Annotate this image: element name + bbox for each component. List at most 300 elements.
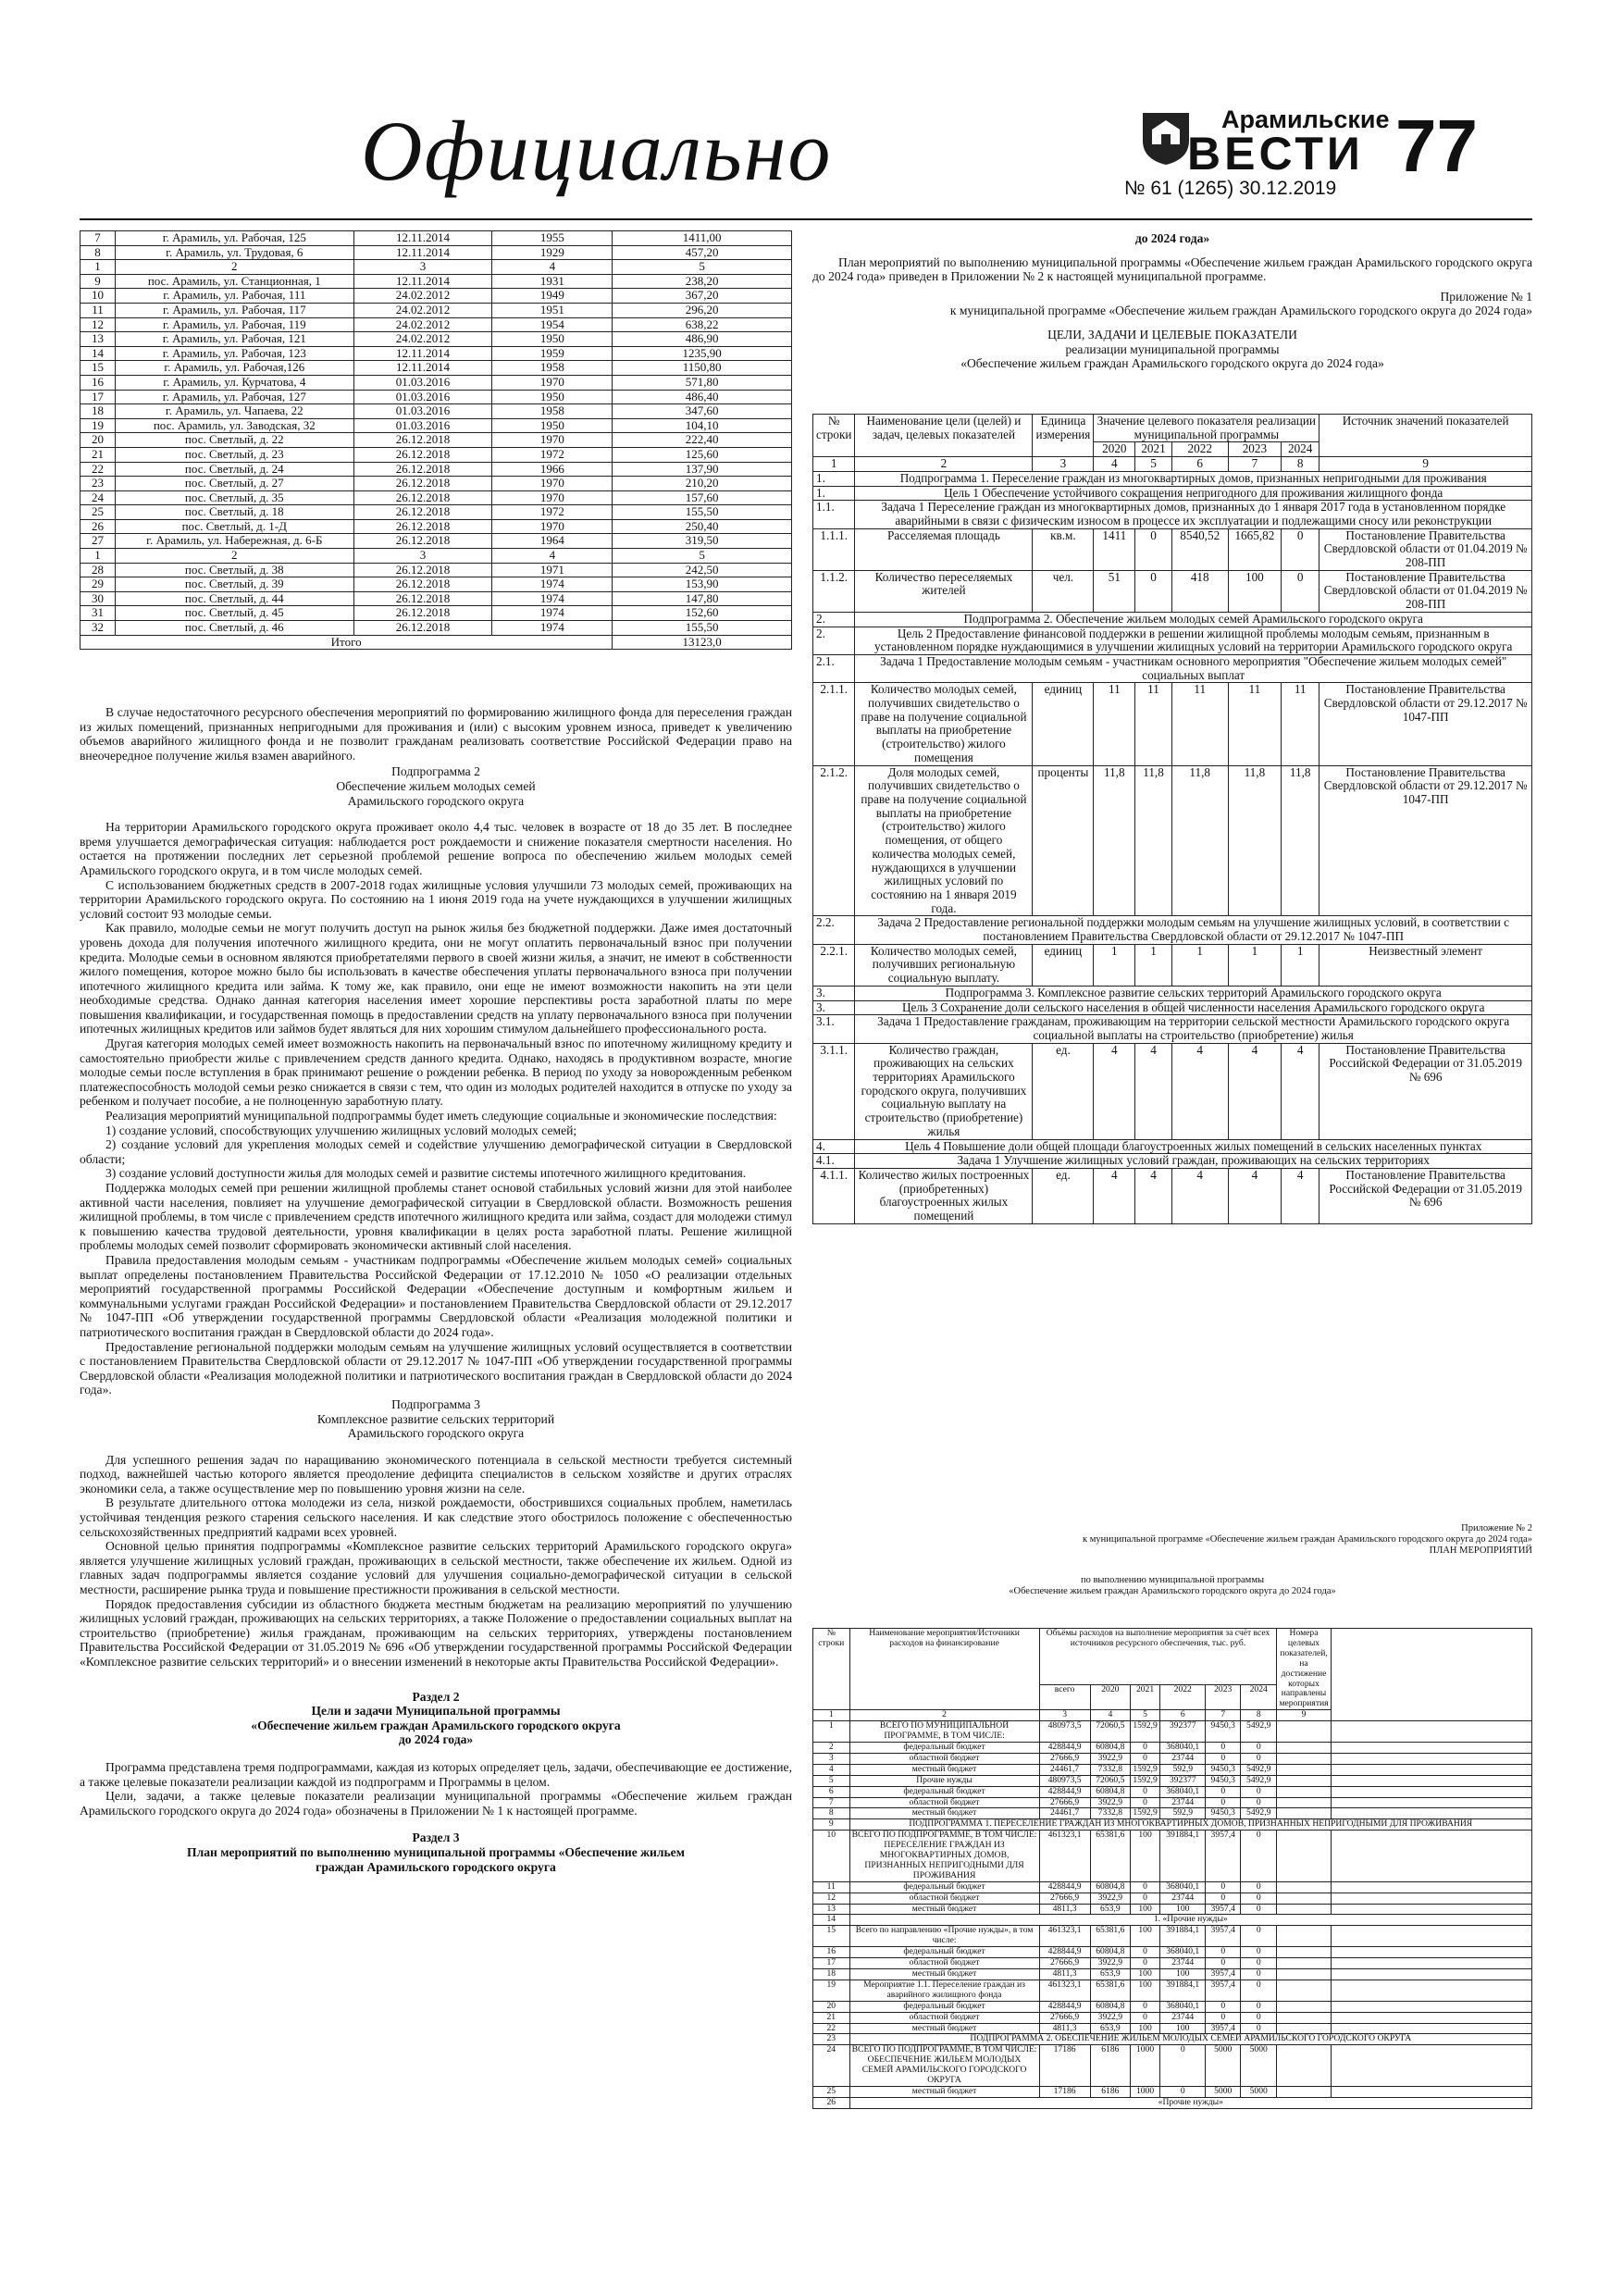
table-cell: 3957,4	[1206, 1926, 1241, 1947]
table-cell: 17186	[1039, 2045, 1090, 2087]
table-cell: 5492,9	[1241, 1808, 1277, 1819]
table-cell: 60804,8	[1090, 1947, 1130, 1958]
section-row	[813, 2034, 1532, 2045]
table-cell: г. Арамиль, ул. Чапаева, 22	[115, 404, 353, 419]
table-cell: Неизвестный элемент	[1319, 944, 1532, 986]
table-cell: пос. Светлый, д. 23	[115, 447, 353, 462]
empty-cell	[1331, 1629, 1531, 1721]
table-cell: 26.12.2018	[353, 591, 492, 606]
column-number: 9	[1319, 457, 1532, 472]
table-cell: 11,8	[1282, 765, 1319, 916]
table-cell: 23	[81, 477, 116, 491]
table-cell: 1411	[1094, 528, 1135, 570]
table-cell: 0	[1160, 2045, 1206, 2087]
header-row	[813, 415, 1532, 442]
table-cell: 01.03.2016	[353, 375, 492, 390]
table-cell: 4	[1282, 1168, 1319, 1223]
table-cell: 2.	[813, 612, 855, 627]
table-cell: г. Арамиль, ул. Набережная, д. 6-Б	[115, 534, 353, 549]
table-cell: 0	[1131, 1893, 1160, 1904]
table-cell: 0	[1241, 1881, 1277, 1893]
table-cell: Постановление Правительства Российской Федерации от 31.05.2019 № 696	[1319, 1043, 1532, 1139]
table-cell: 100	[1160, 1904, 1206, 1915]
table-cell: 210,20	[613, 477, 792, 491]
table-cell: Задача 1 Переселение граждан из многоквартирных домов, признанных до 1 января 2017 года в установленном порядке аварийными в связи с физическим износом в процессе их эксплуатации и подлежащими сносу или реконструкции	[855, 501, 1532, 528]
empty-cell	[1331, 1721, 1531, 1743]
paragraph: Другая категория молодых семей имеет возможность накопить на первоначальный взнос по ипотечному жилищному кредиту и самостоятельно приобрести жилье с привлечением средств данного кредита. Однако, находясь в продуктивном возрасте, многие молодые семьи после вступления в брак принимают решение о рождении ребенка. В период по уходу за новорожденным ребенком платежеспособность молодой семьи резко снижается в связи с тем, что один из молодых родителей находится в отпуске по уходу за ребенком и получает пособие, а не полноценную заработную плату.	[80, 1036, 792, 1109]
empty-cell	[1277, 1958, 1331, 1969]
table-cell: 319,50	[613, 534, 792, 549]
table-cell: 65381,6	[1090, 1831, 1130, 1882]
empty-cell	[1277, 1947, 1331, 1958]
paragraph: План мероприятий по выполнению муниципальной программы «Обеспечение жильем граждан Арамильского городского округа до 2024 года» приведен в Приложении № 2 к настоящей муниципальной программе.	[812, 254, 1532, 284]
table-cell: 1	[1135, 944, 1171, 986]
table-cell: 391884,1	[1160, 1831, 1206, 1882]
table-cell: местный бюджет	[849, 1764, 1039, 1775]
table-cell: 428844,9	[1039, 2001, 1090, 2012]
table-cell: 26.12.2018	[353, 490, 492, 505]
table-cell: г. Арамиль, ул. Рабочая, 111	[115, 289, 353, 304]
table-cell: 1.1.	[813, 501, 855, 528]
table-row	[81, 332, 792, 347]
table-cell: 0	[1241, 1797, 1277, 1808]
column-number: 3	[1039, 1710, 1090, 1721]
table-cell: 5000	[1206, 2045, 1241, 2087]
table-cell: 1.1.2.	[813, 570, 855, 612]
table-cell: 26	[81, 519, 116, 534]
table-row	[813, 1893, 1532, 1904]
table-cell: 3	[353, 260, 492, 275]
table-cell: 11,8	[1228, 765, 1281, 916]
table-cell: 1970	[492, 433, 613, 448]
table-cell: 13	[813, 1904, 850, 1915]
table-cell: 17186	[1039, 2086, 1090, 2097]
table-cell: 27666,9	[1039, 1753, 1090, 1764]
table-cell: 60804,8	[1090, 2001, 1130, 2012]
table-cell: 4	[1135, 1168, 1171, 1223]
table-cell: ПОДПРОГРАММА 1. ПЕРЕСЕЛЕНИЕ ГРАЖДАН ИЗ МНОГОКВАРТИРНЫХ ДОМОВ, ПРИЗНАННЫХ НЕПРИГОДНЫМИ ДЛЯ ПРОЖИВАНИЯ	[849, 1819, 1531, 1831]
table-cell: 0	[1241, 2023, 1277, 2034]
table-row	[813, 1797, 1532, 1808]
empty-cell	[1277, 2012, 1331, 2023]
table-cell: 17	[81, 390, 116, 404]
table-cell: 0	[1241, 1753, 1277, 1764]
empty-cell	[1277, 1893, 1331, 1904]
paragraph: Правила предоставления молодым семьям - участникам подпрограммы «Обеспечение жильем молодых семей» социальных выплат определены постановлением Правительства Российской Федерации от 17.12.2010 № 1050 «О реализации отдельных мероприятий государственной программы Российской Федерации «Обеспечение доступным и комфортным жильем и коммунальными услугами граждан Российской Федерации» и постановлением Правительства Свердловской области от 29.12.2017 № 1047-ПП «Об утверждении государственной программы Свердловской области «Реализация молодежной политики и патриотического воспитания граждан в Свердловской области до 2024 года».	[80, 1252, 792, 1339]
table-cell: 17	[813, 1958, 850, 1969]
empty-cell	[1331, 1786, 1531, 1797]
table-cell: 0	[1131, 1881, 1160, 1893]
table-cell: 5000	[1241, 2045, 1277, 2087]
table-cell: 23744	[1160, 1797, 1206, 1808]
table-row	[81, 606, 792, 621]
table-cell: 0	[1241, 2001, 1277, 2012]
table-cell: 26.12.2018	[353, 433, 492, 448]
paragraph: 1) создание условий, способствующих улучшению жилищных условий молодых семей;	[105, 1123, 577, 1137]
table-cell: 12.11.2014	[353, 346, 492, 361]
table-cell: 0	[1206, 1797, 1241, 1808]
table-row	[81, 477, 792, 491]
header-row	[813, 457, 1532, 472]
table-row	[813, 2001, 1532, 2012]
table-cell: 26.12.2018	[353, 563, 492, 577]
table-cell: единиц	[1033, 944, 1094, 986]
table-cell: 4	[492, 260, 613, 275]
table-cell: 4811,3	[1039, 1904, 1090, 1915]
table-row	[813, 501, 1532, 528]
table-cell: 4	[1282, 1043, 1319, 1139]
table-row	[813, 683, 1532, 765]
table-cell: 0	[1131, 1958, 1160, 1969]
table-cell: 4811,3	[1039, 2023, 1090, 2034]
table-cell: Задача 2 Предоставление региональной поддержки молодым семьям на улучшение жилищных условий, в соответствии с постановлением Правительства Свердловской области от 29.12.2017 № 1047-ПП	[855, 916, 1532, 944]
table-cell: пос. Светлый, д. 45	[115, 606, 353, 621]
table-cell: 653,9	[1090, 1904, 1130, 1915]
table-cell: пос. Светлый, д. 38	[115, 563, 353, 577]
table-row	[813, 765, 1532, 916]
table-cell: 0	[1206, 1881, 1241, 1893]
table-cell: 480973,5	[1039, 1721, 1090, 1743]
table-row	[81, 505, 792, 520]
table-cell: пос. Светлый, д. 39	[115, 577, 353, 592]
heading: Арамильского городского округа	[347, 1426, 525, 1441]
table-row	[813, 1000, 1532, 1015]
brand-name-small: Арамильские	[1221, 105, 1390, 133]
paragraph: В результате длительного оттока молодежи из села, низкой рождаемости, обострившихся социальных проблем, наметилась устойчивая тенденция резкого старения сельского населения. И как следствие этого обострилось положение с обеспеченностью сельскохозяйственных предприятий кадрами всех уровней.	[80, 1496, 792, 1539]
table-cell: пос. Светлый, д. 27	[115, 477, 353, 491]
table-cell: единиц	[1033, 683, 1094, 765]
table-cell: 65381,6	[1090, 1980, 1130, 2001]
table-cell: 1235,90	[613, 346, 792, 361]
table-cell: 1974	[492, 591, 613, 606]
paragraph: Для успешного решения задач по наращиванию экономического потенциала в сельской местности требуется системный подход, важнейшей частью которого является преодоление дефицита специалистов в сельском хозяйстве и других отраслях экономики села, а также осуществление мер по повышению уровня жизни на селе.	[80, 1452, 792, 1496]
table-cell: местный бюджет	[849, 2023, 1039, 2034]
table-cell: федеральный бюджет	[849, 1742, 1039, 1753]
table-cell: местный бюджет	[849, 1969, 1039, 1980]
heading: План мероприятий по выполнению муниципальной программы «Обеспечение жильем граждан Арамильского городского округа	[187, 1844, 685, 1874]
table-row	[81, 375, 792, 390]
section-row	[813, 1915, 1532, 1926]
column-header: 2022	[1171, 442, 1228, 457]
table-subtitle: по выполнению муниципальной программы	[1080, 1575, 1265, 1585]
table-row	[813, 486, 1532, 501]
table-cell: 6	[813, 1786, 850, 1797]
table-cell: 3.	[813, 1000, 855, 1015]
empty-cell	[1331, 1958, 1531, 1969]
column-number: 6	[1160, 1710, 1206, 1721]
table-cell: 12.11.2014	[353, 231, 492, 246]
empty-cell	[1277, 1721, 1331, 1743]
table-cell: 0	[1131, 2012, 1160, 2023]
table-cell: 25	[81, 505, 116, 520]
table-cell: Расселяемая площадь	[855, 528, 1033, 570]
heading: Цели и задачи Муниципальной программы	[311, 1704, 561, 1719]
table-cell: 0	[1206, 1947, 1241, 1958]
column-header: № строки	[813, 415, 855, 457]
table-cell: 250,40	[613, 519, 792, 534]
table-cell: 461323,1	[1039, 1831, 1090, 1882]
column-number: 5	[1131, 1710, 1160, 1721]
table-cell: г. Арамиль, ул. Рабочая, 127	[115, 390, 353, 404]
table-row	[813, 1881, 1532, 1893]
empty-cell	[1277, 1980, 1331, 2001]
table-cell: 12.11.2014	[353, 361, 492, 376]
housing-fund-table	[80, 230, 792, 650]
table-cell: 10	[81, 289, 116, 304]
table-cell: 638,22	[613, 317, 792, 332]
table-cell: 0	[1241, 1980, 1277, 2001]
column-number: 6	[1171, 457, 1228, 472]
table-cell: 2	[115, 549, 353, 564]
table-cell: 367,20	[613, 289, 792, 304]
table-cell: 428844,9	[1039, 1786, 1090, 1797]
table-cell: 0	[1160, 2086, 1206, 2097]
table-cell: 23	[813, 2034, 850, 2045]
column-number: 1	[813, 1710, 850, 1721]
column-number: 2	[855, 457, 1033, 472]
table-cell: Постановление Правительства Свердловской области от 29.12.2017 № 1047-ПП	[1319, 765, 1532, 916]
table-cell: 0	[1206, 1742, 1241, 1753]
table-cell: 9450,3	[1206, 1808, 1241, 1819]
table-cell: 21	[81, 447, 116, 462]
paragraph: В случае недостаточного ресурсного обеспечения мероприятий по формированию жилищного фонда для переселения граждан из жилых помещений, признанных непригодными для проживания и (или) с высоким уровнем износа, приведет к увеличению объемов аварийного жилищного фонда и не позволит гражданам реализовать соответствие Российской Федерации право на внеочередное получение жилья взамен аварийного.	[80, 705, 792, 763]
table-row	[81, 260, 792, 275]
table-cell: 12.11.2014	[353, 274, 492, 289]
table-cell: 23744	[1160, 1893, 1206, 1904]
heading: «Обеспечение жильем граждан Арамильского городского округа	[251, 1718, 621, 1732]
table-cell: 4	[1228, 1043, 1281, 1139]
table-cell: 1.1.1.	[813, 528, 855, 570]
table-cell: 155,50	[613, 505, 792, 520]
table-cell: проценты	[1033, 765, 1094, 916]
table-cell: 9	[813, 1819, 850, 1831]
table-cell: 3922,9	[1090, 1753, 1130, 1764]
goals-table	[812, 414, 1532, 1224]
table-cell: 0	[1131, 1947, 1160, 1958]
table-cell: 125,60	[613, 447, 792, 462]
table-cell: 27666,9	[1039, 1893, 1090, 1904]
table-subtitle: реализации муниципальной программы	[1065, 341, 1280, 356]
heading: до 2024 года»	[398, 1732, 474, 1747]
section-row	[813, 2097, 1532, 2108]
table-row	[813, 1958, 1532, 1969]
table-cell: 26.12.2018	[353, 477, 492, 491]
table-cell: 0	[1241, 1893, 1277, 1904]
table-cell: 12.11.2014	[353, 245, 492, 260]
column-header: 2024	[1241, 1685, 1277, 1710]
table-cell: 1	[81, 549, 116, 564]
table-cell: 2.2.1.	[813, 944, 855, 986]
table-cell: 1592,9	[1131, 1764, 1160, 1775]
issue-number: № 61 (1265) 30.12.2019	[1124, 178, 1337, 199]
table-cell: 0	[1241, 1742, 1277, 1753]
appendix2-header	[812, 1523, 1532, 1597]
table-cell: 428844,9	[1039, 1742, 1090, 1753]
table-cell: 4	[1171, 1043, 1228, 1139]
table-row	[813, 1168, 1532, 1223]
table-cell: 1974	[492, 577, 613, 592]
table-cell: 1970	[492, 375, 613, 390]
table-cell: 26.12.2018	[353, 447, 492, 462]
table-cell: Количество жилых построенных (приобретенных) благоустроенных жилых помещений	[855, 1168, 1033, 1223]
table-cell: пос. Светлый, д. 35	[115, 490, 353, 505]
table-cell: 5	[613, 260, 792, 275]
table-row	[81, 534, 792, 549]
table-cell: 1951	[492, 303, 613, 317]
empty-cell	[1331, 2012, 1531, 2023]
table-cell: 9450,3	[1206, 1721, 1241, 1743]
table-cell: 26	[813, 2097, 850, 2108]
table-row	[81, 577, 792, 592]
table-cell: 1	[813, 1721, 850, 1743]
table-cell: пос. Арамиль, ул. Заводская, 32	[115, 418, 353, 433]
table-cell: 653,9	[1090, 2023, 1130, 2034]
empty-cell	[1277, 2001, 1331, 2012]
table-subtitle: «Обеспечение жильем граждан Арамильского городского округа до 2024 года»	[960, 356, 1384, 371]
table-cell: 18	[81, 404, 116, 419]
heading: Подпрограмма 2	[391, 764, 480, 779]
column-number: 2	[849, 1710, 1039, 1721]
table-cell: ВСЕГО ПО ПОДПРОГРАММЕ, В ТОМ ЧИСЛЕ: ПЕРЕСЕЛЕНИЕ ГРАЖДАН ИЗ МНОГОКВАРТИРНЫХ ДОМОВ, ПРИЗНАННЫХ НЕПРИГОДНЫМИ ДЛЯ ПРОЖИВАНИЯ	[849, 1831, 1039, 1882]
table-cell: Задача 1 Предоставление гражданам, проживающим на территории сельской местности Арамильского городского округа социальной выплаты на строительство (приобретение) жилья	[855, 1015, 1532, 1043]
table-cell: Итого	[81, 635, 613, 650]
table-cell: 3	[813, 1753, 850, 1764]
table-cell: 100	[1131, 1926, 1160, 1947]
column-header: 2023	[1206, 1685, 1241, 1710]
table-row	[813, 1015, 1532, 1043]
table-row	[81, 433, 792, 448]
table-cell: 368040,1	[1160, 1786, 1206, 1797]
table-cell: 0	[1206, 1753, 1241, 1764]
table-cell: 155,50	[613, 621, 792, 636]
table-cell: 2.1.	[813, 654, 855, 682]
column-number: 7	[1206, 1710, 1241, 1721]
table-row	[813, 1786, 1532, 1797]
table-cell: 1150,80	[613, 361, 792, 376]
table-row	[81, 303, 792, 317]
table-cell: 461323,1	[1039, 1926, 1090, 1947]
table-row	[813, 1139, 1532, 1154]
table-cell: «Прочие нужды»	[849, 2097, 1531, 2108]
heading: Арамильского городского округа	[347, 793, 525, 808]
table-row	[813, 1969, 1532, 1980]
table-cell: 9	[81, 274, 116, 289]
table-cell: Всего по направлению «Прочие нужды», в том числе:	[849, 1926, 1039, 1947]
empty-cell	[1331, 1904, 1531, 1915]
table-cell: Количество молодых семей, получивших свидетельство о праве на получение социальной выплаты на приобретение (строительство) жилого помещения	[855, 683, 1033, 765]
table-cell: 0	[1206, 2012, 1241, 2023]
table-cell: Задача 1 Предоставление молодым семьям - участникам основного мероприятия "Обеспечение жильем молодых семей" социальных выплат	[855, 654, 1532, 682]
table-row	[813, 1926, 1532, 1947]
table-cell: 1955	[492, 231, 613, 246]
table-cell: пос. Светлый, д. 46	[115, 621, 353, 636]
column-header: Единица измерения	[1033, 415, 1094, 457]
table-cell: Постановление Правительства Свердловской области от 01.04.2019 № 208-ПП	[1319, 528, 1532, 570]
table-cell: 1931	[492, 274, 613, 289]
table-cell: местный бюджет	[849, 2086, 1039, 2097]
table-row	[813, 2012, 1532, 2023]
table-cell: пос. Светлый, д. 24	[115, 462, 353, 477]
table-cell: 4	[1094, 1168, 1135, 1223]
column-number: 5	[1135, 457, 1171, 472]
table-cell: 153,90	[613, 577, 792, 592]
table-cell: 1592,9	[1131, 1808, 1160, 1819]
table-cell: 30	[81, 591, 116, 606]
empty-cell	[1277, 1797, 1331, 1808]
table-cell: г. Арамиль, ул. Рабочая,126	[115, 361, 353, 376]
table-cell: Количество переселяемых жителей	[855, 570, 1033, 612]
table-cell: 100	[1131, 1980, 1160, 2001]
header-divider	[80, 218, 1532, 220]
table-cell: 4	[492, 549, 613, 564]
table-cell: федеральный бюджет	[849, 1881, 1039, 1893]
column-header: 2021	[1131, 1685, 1160, 1710]
brand-name-big: ВЕСТИ	[1187, 128, 1364, 180]
table-cell: 3922,9	[1090, 1797, 1130, 1808]
empty-cell	[1277, 1926, 1331, 1947]
table-cell: 24.02.2012	[353, 332, 492, 347]
table-cell: 100	[1131, 1831, 1160, 1882]
empty-cell	[1331, 1926, 1531, 1947]
table-cell: ВСЕГО ПО МУНИЦИПАЛЬНОЙ ПРОГРАММЕ, В ТОМ ЧИСЛЕ:	[849, 1721, 1039, 1743]
table-cell: областной бюджет	[849, 1797, 1039, 1808]
table-cell: местный бюджет	[849, 1904, 1039, 1915]
table-row	[81, 490, 792, 505]
table-cell: 0	[1206, 1786, 1241, 1797]
table-cell: 10	[813, 1831, 850, 1882]
table-cell: 222,40	[613, 433, 792, 448]
table-row	[813, 570, 1532, 612]
table-cell: 3.1.1.	[813, 1043, 855, 1139]
table-cell: 26.12.2018	[353, 462, 492, 477]
empty-cell	[1277, 1969, 1331, 1980]
table-cell: 01.03.2016	[353, 418, 492, 433]
table-cell: 11	[1135, 683, 1171, 765]
empty-cell	[1331, 1797, 1531, 1808]
table-cell: 8540,52	[1171, 528, 1228, 570]
table-cell: 13	[81, 332, 116, 347]
table-cell: 1959	[492, 346, 613, 361]
table-cell: 01.03.2016	[353, 390, 492, 404]
table-cell: 428844,9	[1039, 1881, 1090, 1893]
table-cell: чел.	[1033, 570, 1094, 612]
table-cell: 4	[1135, 1043, 1171, 1139]
table-cell: 592,9	[1160, 1808, 1206, 1819]
empty-cell	[1331, 1881, 1531, 1893]
column-number: 7	[1228, 457, 1281, 472]
table-cell: 5	[813, 1775, 850, 1786]
table-cell: 1974	[492, 621, 613, 636]
table-cell: 3957,4	[1206, 1831, 1241, 1882]
table-cell: 2.1.1.	[813, 683, 855, 765]
table-cell: 11,8	[1094, 765, 1135, 916]
table-cell: 24.02.2012	[353, 289, 492, 304]
table-cell: 11	[813, 1881, 850, 1893]
table-cell: 3957,4	[1206, 1980, 1241, 2001]
table-cell: 12	[81, 317, 116, 332]
table-cell: 5000	[1206, 2086, 1241, 2097]
table-cell: 16	[813, 1947, 850, 1958]
empty-cell	[1331, 2001, 1531, 2012]
table-cell: 11	[81, 303, 116, 317]
table-cell: 5000	[1241, 2086, 1277, 2097]
table-cell: 1970	[492, 477, 613, 491]
table-row	[813, 528, 1532, 570]
table-cell: областной бюджет	[849, 1753, 1039, 1764]
heading: до 2024 года»	[1134, 231, 1210, 245]
table-cell: 60804,8	[1090, 1786, 1130, 1797]
table-cell: Цель 3 Сохранение доли сельского населения в общей численности населения Арамильского городского округа	[855, 1000, 1532, 1015]
